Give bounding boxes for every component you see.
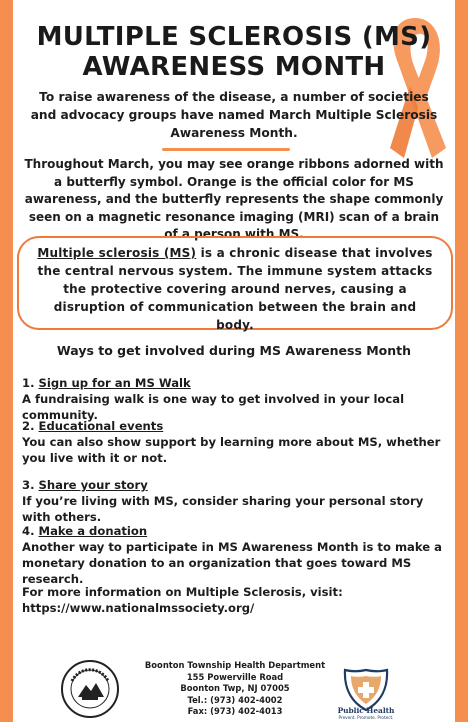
page-title: [18, 22, 450, 82]
intro-paragraph: To raise awareness of the disease, a number of societies and advocacy groups have named March Multiple Sclerosis Awareness Month.: [30, 90, 438, 140]
list-item-story: [22, 477, 448, 525]
title-line-2: AWARENESS MONTH: [82, 52, 386, 82]
list-item-events: [22, 418, 448, 466]
item-body: A fundraising walk is one way to get involved in your local community.: [22, 392, 405, 422]
item-number: 2.: [22, 419, 35, 433]
definition-text: is a chronic disease that involves the central nervous system. The immune system attacks the protective covering around nerves, causing a disruption of communication between the brain and body.: [37, 246, 433, 332]
item-title[interactable]: Educational events: [38, 419, 164, 433]
item-body: If you’re living with MS, consider sharing your personal story with others.: [22, 494, 424, 524]
divider-line: [162, 148, 290, 151]
list-item-donation: [22, 523, 448, 587]
item-body: You can also show support by learning more about MS, whether you live with it or not.: [22, 435, 441, 465]
footer-address-2: Boonton Twp, NJ 07005: [180, 683, 290, 694]
township-seal-icon: [60, 659, 120, 719]
item-body: Another way to participate in MS Awareness Month is to make a monetary donation to an organization that goes toward MS research.: [22, 540, 442, 586]
item-number: 1.: [22, 376, 35, 390]
item-number: 3.: [22, 478, 35, 492]
info-link[interactable]: https://www.nationalmssociety.org/: [22, 601, 255, 615]
more-info-text: For more information on Multiple Sclerosis, visit:: [22, 585, 343, 599]
item-title[interactable]: Share your story: [38, 478, 148, 492]
footer-address-1: 155 Powerville Road: [186, 671, 284, 682]
item-title[interactable]: Sign up for an MS Walk: [38, 376, 191, 390]
item-number: 4.: [22, 524, 35, 538]
footer-tel: Tel.: (973) 402-4002: [187, 694, 283, 705]
list-item-walk: [22, 375, 448, 423]
public-health-tagline: Prevent. Promote. Protect.: [338, 715, 394, 720]
left-orange-border: [0, 0, 13, 722]
footer-contact: [130, 660, 340, 718]
public-health-name: Public Health: [337, 706, 395, 715]
footer-org: Boonton Township Health Department: [144, 660, 326, 670]
definition-term: Multiple sclerosis (MS): [37, 246, 197, 260]
title-line-1: MULTIPLE SCLEROSIS (MS): [36, 22, 432, 52]
more-info: [22, 584, 448, 616]
definition-box: [17, 236, 453, 330]
item-title[interactable]: Make a donation: [38, 524, 148, 538]
footer-fax: Fax: (973) 402-4013: [187, 706, 283, 717]
ways-heading: Ways to get involved during MS Awareness Month: [56, 343, 412, 358]
ribbon-paragraph: Throughout March, you may see orange ribbons adorned with a butterfly symbol. Orange is the official color for MS awareness, and the butterfly represents the shape commonly seen on a magnetic resonance imaging (MRI) scan of a brain of a person with MS.: [24, 157, 444, 241]
